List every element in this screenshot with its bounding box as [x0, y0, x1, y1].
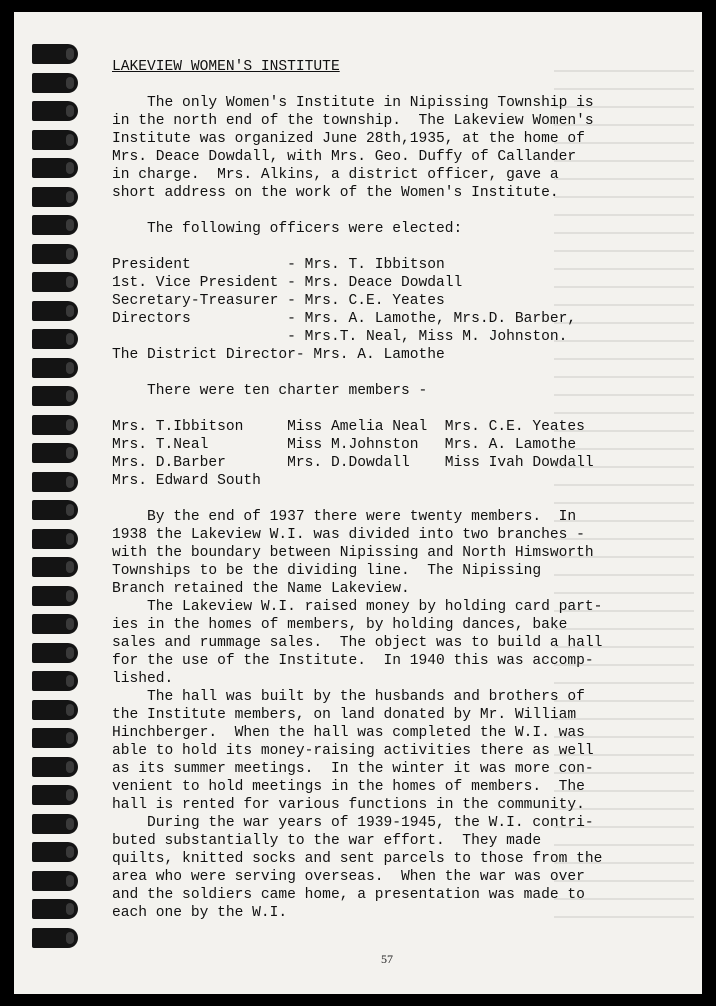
officer-line: Secretary-Treasurer - Mrs. C.E. Yeates: [112, 293, 445, 309]
binding-ring: [32, 329, 78, 349]
charter-line: Mrs. T.Ibbitson Miss Amelia Neal Mrs. C.E. Yeates: [112, 419, 585, 435]
body-line: with the boundary between Nipissing and North Himsworth: [112, 545, 594, 561]
body-line: for the use of the Institute. In 1940 this was accomp-: [112, 653, 594, 669]
body-line: each one by the W.I.: [112, 905, 288, 921]
charter-line: Mrs. D.Barber Mrs. D.Dowdall Miss Ivah Dowdall: [112, 455, 594, 471]
binding-ring: [32, 472, 78, 492]
body-line: By the end of 1937 there were twenty members. In: [112, 509, 577, 525]
binding-ring: [32, 443, 78, 463]
body-line: 1938 the Lakeview W.I. was divided into two branches -: [112, 527, 585, 543]
charter-line: Mrs. T.Neal Miss M.Johnston Mrs. A. Lamothe: [112, 437, 577, 453]
charter-heading: There were ten charter members -: [112, 383, 428, 399]
body-line: During the war years of 1939-1945, the W.I. contri-: [112, 815, 594, 831]
binding-ring: [32, 757, 78, 777]
binding-ring: [32, 643, 78, 663]
body-line: The hall was built by the husbands and brothers of: [112, 689, 585, 705]
body-line: quilts, knitted socks and sent parcels to those from the: [112, 851, 603, 867]
binding-ring: [32, 358, 78, 378]
body-line: hall is rented for various functions in the community.: [112, 797, 585, 813]
binding-ring: [32, 301, 78, 321]
binding-ring: [32, 386, 78, 406]
intro-line: in charge. Mrs. Alkins, a district officer, gave a: [112, 167, 559, 183]
officers-heading: The following officers were elected:: [112, 221, 463, 237]
intro-line: Institute was organized June 28th,1935, at the home of: [112, 131, 585, 147]
body-line: Townships to be the dividing line. The Nipissing: [112, 563, 542, 579]
charter-line: Mrs. Edward South: [112, 473, 261, 489]
spiral-binding: [32, 44, 80, 954]
body-line: lished.: [112, 671, 174, 687]
body-line: sales and rummage sales. The object was to build a hall: [112, 635, 603, 651]
body-line: able to hold its money-raising activities there as well: [112, 743, 594, 759]
body-line: area who were serving overseas. When the war was over: [112, 869, 585, 885]
binding-ring: [32, 871, 78, 891]
binding-ring: [32, 529, 78, 549]
intro-line: in the north end of the township. The Lakeview Women's: [112, 113, 594, 129]
binding-ring: [32, 814, 78, 834]
page-title: LAKEVIEW WOMEN'S INSTITUTE: [112, 59, 340, 75]
binding-ring: [32, 187, 78, 207]
body-line: buted substantially to the war effort. They made: [112, 833, 542, 849]
binding-ring: [32, 614, 78, 634]
binding-ring: [32, 899, 78, 919]
binding-ring: [32, 500, 78, 520]
binding-ring: [32, 130, 78, 150]
body-line: venient to hold meetings in the homes of members. The: [112, 779, 585, 795]
officer-line: - Mrs.T. Neal, Miss M. Johnston.: [112, 329, 568, 345]
binding-ring: [32, 215, 78, 235]
binding-ring: [32, 44, 78, 64]
binding-ring: [32, 415, 78, 435]
officer-line: President - Mrs. T. Ibbitson: [112, 257, 445, 273]
intro-line: Mrs. Deace Dowdall, with Mrs. Geo. Duffy of Callander: [112, 149, 577, 165]
officer-line: Directors - Mrs. A. Lamothe, Mrs.D. Barber,: [112, 311, 577, 327]
body-line: Branch retained the Name Lakeview.: [112, 581, 410, 597]
intro-line: The only Women's Institute in Nipissing Township is: [112, 95, 594, 111]
body-line: as its summer meetings. In the winter it was more con-: [112, 761, 594, 777]
page-number: 57: [381, 952, 393, 966]
binding-ring: [32, 671, 78, 691]
body-line: the Institute members, on land donated by Mr. William: [112, 707, 577, 723]
binding-ring: [32, 586, 78, 606]
binding-ring: [32, 700, 78, 720]
binding-ring: [32, 557, 78, 577]
binding-ring: [32, 728, 78, 748]
body-line: The Lakeview W.I. raised money by holding card part-: [112, 599, 603, 615]
body-line: and the soldiers came home, a presentation was made to: [112, 887, 585, 903]
binding-ring: [32, 785, 78, 805]
binding-ring: [32, 244, 78, 264]
officer-line: The District Director- Mrs. A. Lamothe: [112, 347, 445, 363]
binding-ring: [32, 928, 78, 948]
binding-ring: [32, 842, 78, 862]
intro-line: short address on the work of the Women's Institute.: [112, 185, 559, 201]
binding-ring: [32, 272, 78, 292]
body-line: ies in the homes of members, by holding dances, bake: [112, 617, 568, 633]
binding-ring: [32, 101, 78, 121]
binding-ring: [32, 73, 78, 93]
officer-line: 1st. Vice President - Mrs. Deace Dowdall: [112, 275, 463, 291]
body-line: Hinchberger. When the hall was completed the W.I. was: [112, 725, 585, 741]
document-page: [14, 12, 702, 994]
binding-ring: [32, 158, 78, 178]
